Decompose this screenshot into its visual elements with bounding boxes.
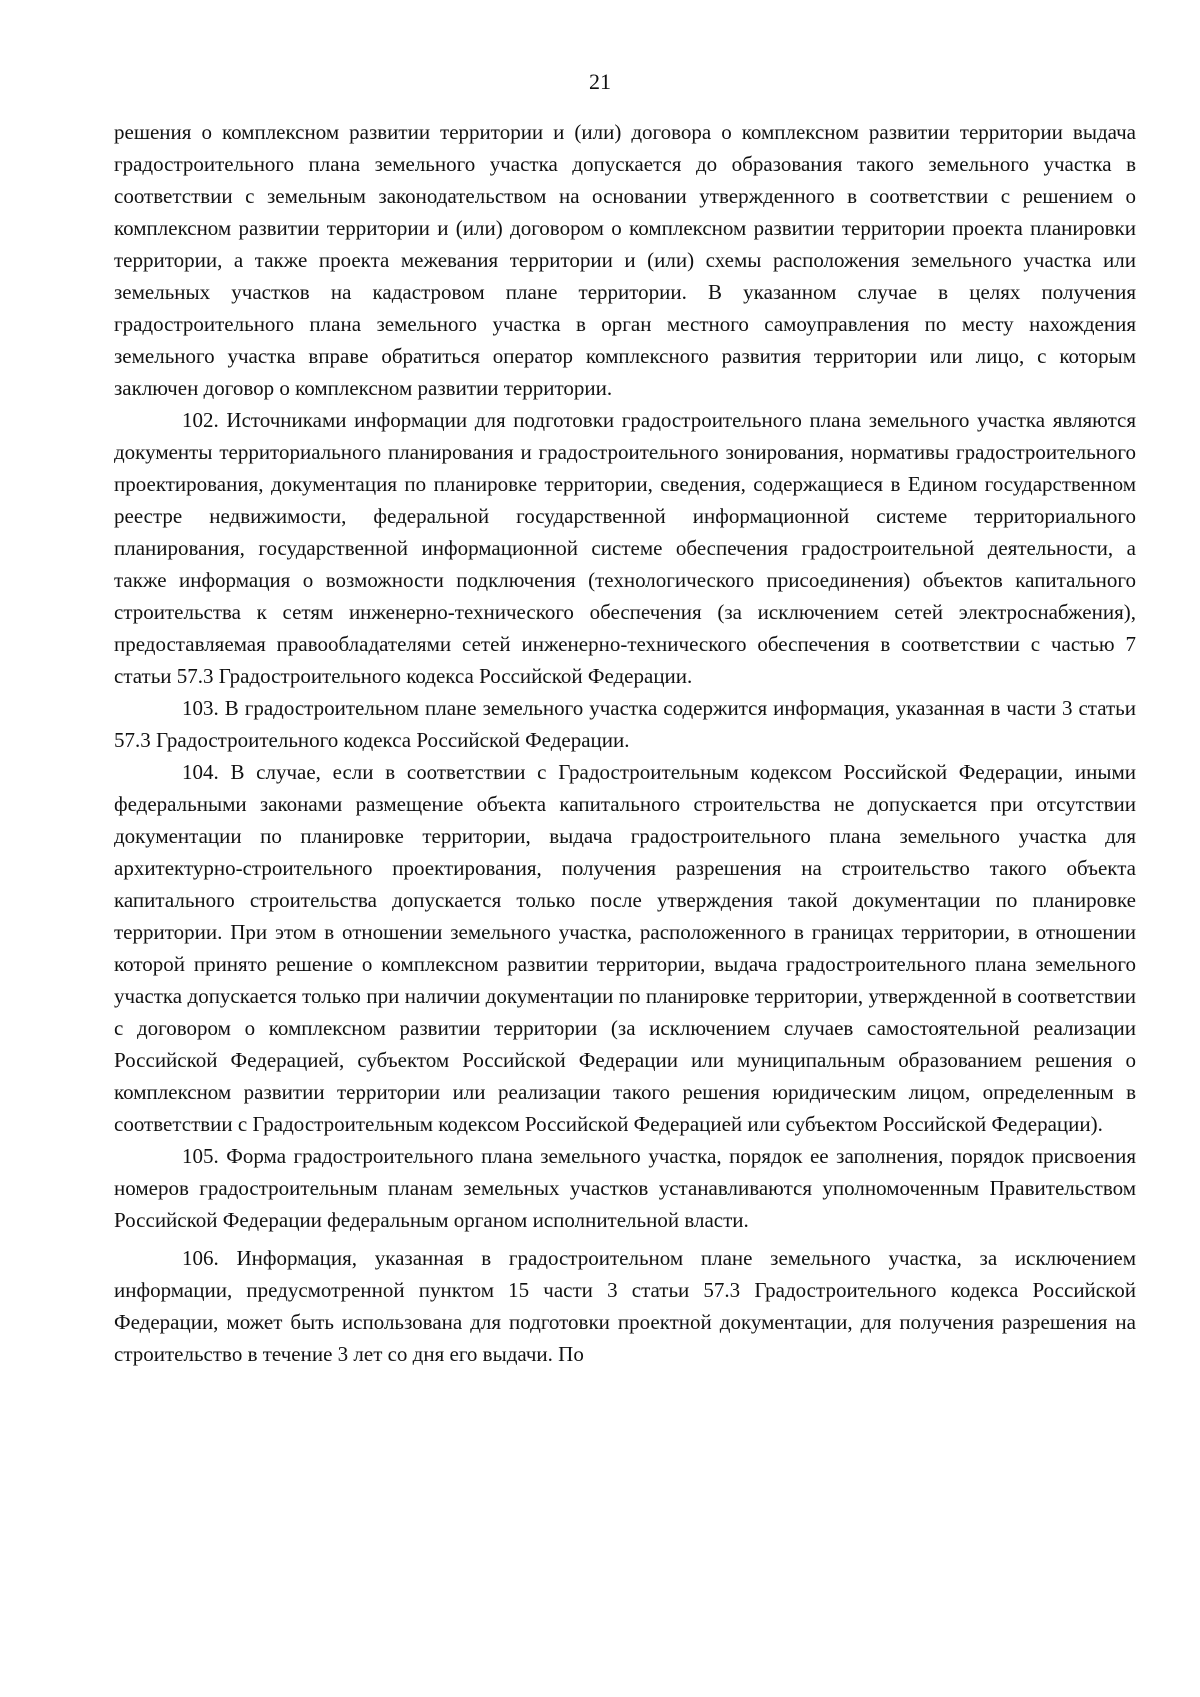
paragraph-102: 102. Источниками информации для подготовки градостроительного плана земельного участка являются документы территориального планирования и градостроительного зонирования, нормативы градостроительного проектирования, документация по планировке территории, сведения, содержащиеся в Едином государственном реестре недвижимости, федеральной государственной информационной системе территориального планирования, государственной информационной системе обеспечения градостроительной деятельности, а также информация о возможности подключения (технологического присоединения) объектов капитального строительства к сетям инженерно-технического обеспечения (за исключением сетей электроснабжения), предоставляемая правообладателями сетей инженерно-технического обеспечения в соответствии с частью 7 статьи 57.3 Градостроительного кодекса Российской Федерации. xyxy=(114,408,1136,688)
paragraph-105: 105. Форма градостроительного плана земельного участка, порядок ее заполнения, порядок присвоения номеров градостроительным планам земельных участков устанавливаются уполномоченным Правительством Российской Федерации федеральным органом исполнительной власти. xyxy=(114,1144,1136,1232)
page-number: 21 xyxy=(589,69,611,94)
paragraph-continuation: решения о комплексном развитии территории и (или) договора о комплексном развитии территории выдача градостроительного плана земельного участка допускается до образования такого земельного участка в соответствии с земельным законодательством на основании утвержденного в соответствии с решением о комплексном развитии территории и (или) договором о комплексном развитии территории проекта планировки территории, а также проекта межевания территории и (или) схемы расположения земельного участка или земельных участков на кадастровом плане территории. В указанном случае в целях получения градостроительного плана земельного участка в орган местного самоуправления по месту нахождения земельного участка вправе обратиться оператор комплексного развития территории или лицо, с которым заключен договор о комплексном развитии территории. xyxy=(114,120,1136,400)
paragraph-103: 103. В градостроительном плане земельного участка содержится информация, указанная в части 3 статьи 57.3 Градостроительного кодекса Российской Федерации. xyxy=(114,696,1136,752)
paragraph-106: 106. Информация, указанная в градостроительном плане земельного участка, за исключением информации, предусмотренной пунктом 15 части 3 статьи 57.3 Градостроительного кодекса Российской Федерации, может быть использована для подготовки проектной документации, для получения разрешения на строительство в течение 3 лет со дня его выдачи. По xyxy=(114,1246,1136,1366)
paragraph-104: 104. В случае, если в соответствии с Градостроительным кодексом Российской Федерации, иными федеральными законами размещение объекта капитального строительства не допускается при отсутствии документации по планировке территории, выдача градостроительного плана земельного участка для архитектурно-строительного проектирования, получения разрешения на строительство такого объекта капитального строительства допускается только после утверждения такой документации по планировке территории. При этом в отношении земельного участка, расположенного в границах территории, в отношении которой принято решение о комплексном развитии территории, выдача градостроительного плана земельного участка допускается только при наличии документации по планировке территории, утвержденной в соответствии с договором о комплексном развитии территории (за исключением случаев самостоятельной реализации Российской Федерацией, субъектом Российской Федерации или муниципальным образованием решения о комплексном развитии территории или реализации такого решения юридическим лицом, определенным в соответствии с Градостроительным кодексом Российской Федерацией или субъектом Российской Федерации). xyxy=(114,760,1136,1136)
document-body xyxy=(114,116,1136,1370)
